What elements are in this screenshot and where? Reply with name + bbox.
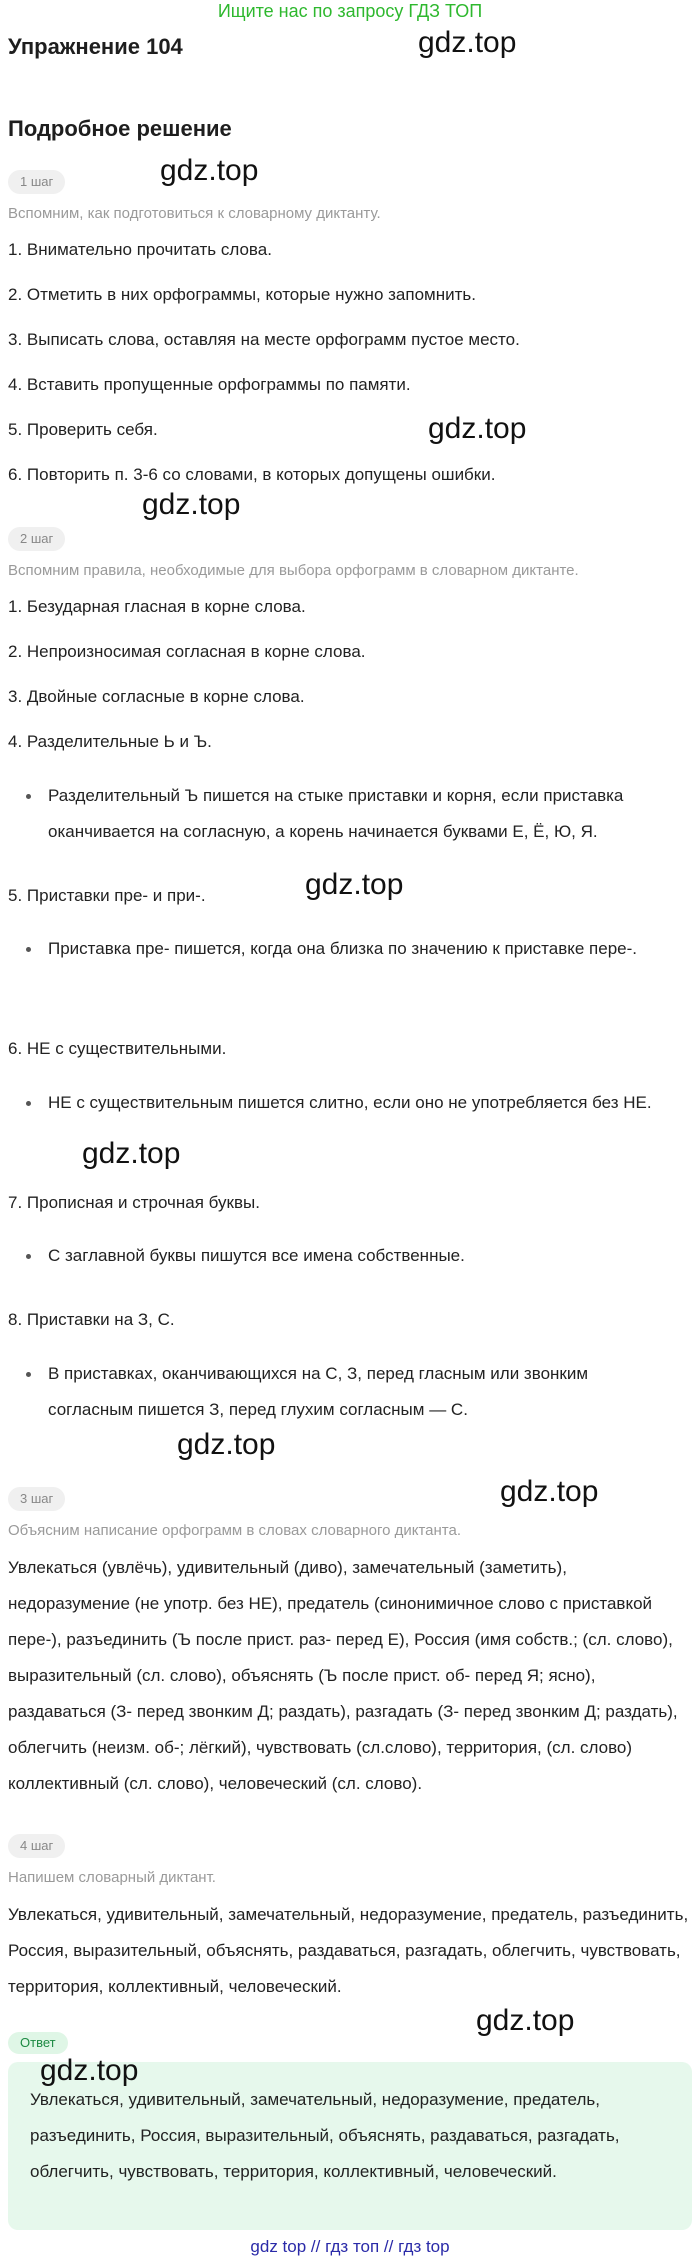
step-1-line-3: 3. Выписать слова, оставляя на месте орфограмм пустое место. (8, 330, 520, 349)
watermark: gdz.top (160, 154, 259, 187)
step-1-line-6: 6. Повторить п. 3-6 со словами, в которых допущены ошибки. (8, 465, 496, 484)
step-2-bullet-3: НЕ с существительным пишется слитно, если оно не употребляется без НЕ. (48, 1093, 652, 1112)
step-2-line-7: 7. Прописная и строчная буквы. (8, 1193, 260, 1212)
bullet-dot (26, 1372, 31, 1377)
watermark: gdz.top (428, 412, 527, 445)
bullet-dot (26, 947, 31, 952)
watermark: gdz.top (40, 2054, 139, 2087)
answer-badge: Ответ (8, 2032, 68, 2054)
page-title: Упражнение 104 (8, 34, 183, 59)
step-2-bullet-4: С заглавной буквы пишутся все имена собственные. (48, 1246, 465, 1265)
step-1-line-1: 1. Внимательно прочитать слова. (8, 240, 272, 259)
step-3-hint: Объясним написание орфограмм в словах словарного диктанта. (8, 1522, 461, 1539)
step-2-hint: Вспомним правила, необходимые для выбора орфограмм в словарном диктанте. (8, 562, 579, 579)
step-1-hint: Вспомним, как подготовиться к словарному диктанту. (8, 205, 381, 222)
step-4-hint: Напишем словарный диктант. (8, 1869, 216, 1886)
step-3-explanation: Увлекаться (увлёчь), удивительный (диво), замечательный (заметить), недоразумение (не употр. без НЕ), предатель (синонимичное слово с приставкой пере-), разъединить (Ъ после прист. раз- перед Е), Россия (имя собств.; (сл. слово), выразительный (сл. слово), объяснять (Ъ после прист. об- перед Я; ясно), раздаваться (З- перед звонким Д; раздать), разгадать (З- перед звонким Д; раздать), облегчить (неизм. об-; лёгкий), чувствовать (сл.слово), территория, (сл. слово) коллективный (сл. слово), человеческий (сл. слово). (8, 1558, 678, 1793)
step-2-bullet-1: Разделительный Ъ пишется на стыке приставки и корня, если приставка оканчивается на согласную, а корень начинается буквами Е, Ё, Ю, Я. (48, 786, 624, 841)
step-2-line-5: 5. Приставки пре- и при-. (8, 886, 206, 905)
step-1-line-2: 2. Отметить в них орфограммы, которые нужно запомнить. (8, 285, 476, 304)
step-1-line-4: 4. Вставить пропущенные орфограммы по памяти. (8, 375, 411, 394)
watermark: gdz.top (476, 2004, 575, 2037)
watermark: gdz.top (82, 1137, 181, 1170)
watermark: gdz.top (500, 1475, 599, 1508)
step-2-line-4: 4. Разделительные Ь и Ъ. (8, 732, 212, 751)
step-2-line-6: 6. НЕ с существительными. (8, 1039, 227, 1058)
answer-text: Увлекаться, удивительный, замечательный, недоразумение, предатель, разъединить, Россия, выразительный, объяснять, раздаваться, разгадать, облегчить, чувствовать, территория, коллективный, человеческий. (30, 2090, 620, 2181)
watermark: gdz.top (305, 868, 404, 901)
step-1-line-5: 5. Проверить себя. (8, 420, 158, 439)
watermark: gdz.top (142, 488, 241, 521)
watermark: gdz.top (418, 26, 517, 59)
bullet-dot (26, 1254, 31, 1259)
step-2-bullet-2: Приставка пре- пишется, когда она близка по значению к приставке пере-. (48, 939, 637, 958)
step-2-line-8: 8. Приставки на З, С. (8, 1310, 175, 1329)
bullet-dot (26, 794, 31, 799)
step-2-line-2: 2. Непроизносимая согласная в корне слова. (8, 642, 366, 661)
step-3-badge: 3 шаг (8, 1487, 65, 1511)
bullet-dot (26, 1101, 31, 1106)
step-2-line-1: 1. Безударная гласная в корне слова. (8, 597, 306, 616)
step-2-line-3: 3. Двойные согласные в корне слова. (8, 687, 305, 706)
solution-heading: Подробное решение (8, 116, 232, 141)
step-4-dictation: Увлекаться, удивительный, замечательный, недоразумение, предатель, разъединить, Россия, выразительный, объяснять, раздаваться, разгадать, облегчить, чувствовать, территория, коллективный, человеческий. (8, 1905, 689, 1996)
step-1-badge: 1 шаг (8, 170, 65, 194)
step-2-bullet-5: В приставках, оканчивающихся на С, З, перед гласным или звонким согласным пишется З, перед глухим согласным — С. (48, 1364, 589, 1419)
watermark: gdz.top (177, 1428, 276, 1461)
top-banner[interactable]: Ищите нас по запросу ГДЗ ТОП (217, 1, 483, 21)
footer-links[interactable]: gdz top // гдз топ // гдз top (250, 2237, 450, 2256)
step-2-badge: 2 шаг (8, 527, 65, 551)
step-4-badge: 4 шаг (8, 1834, 65, 1858)
